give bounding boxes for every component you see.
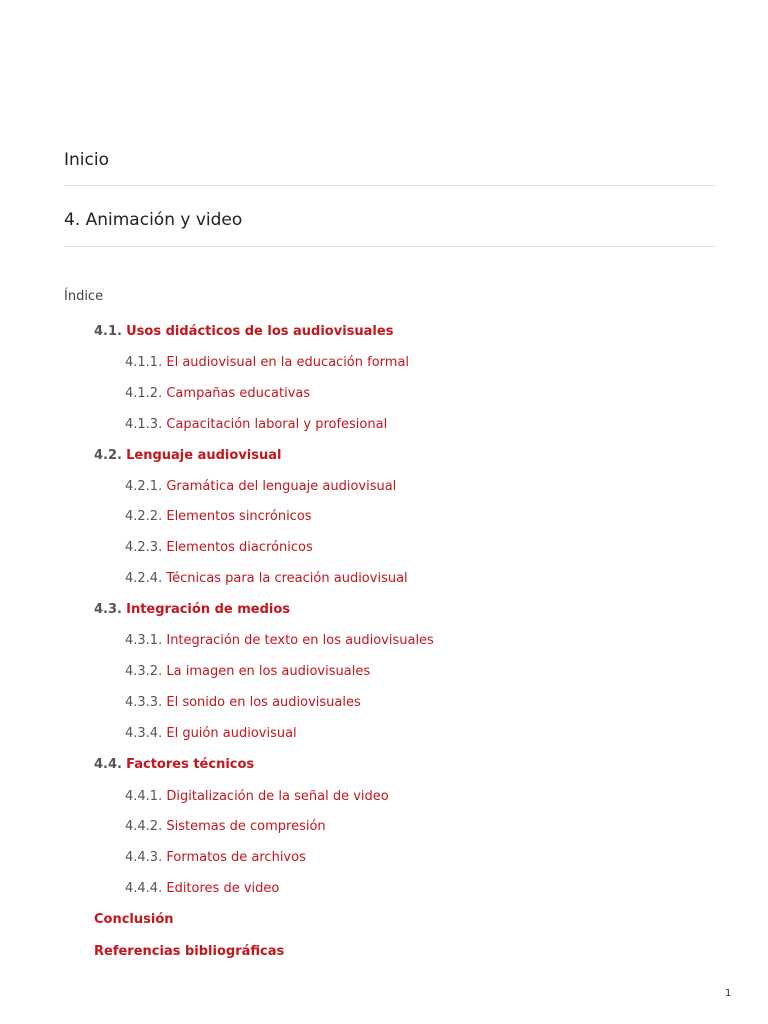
toc-item-4-1-2: [125, 386, 310, 402]
toc-number: 4.1.3.: [125, 417, 163, 432]
toc-item-4-2-3: [125, 540, 313, 556]
toc-link[interactable]: El guión audiovisual: [166, 726, 297, 741]
toc-number: 4.4.1.: [125, 789, 163, 804]
toc-link[interactable]: Integración de medios: [126, 602, 291, 617]
toc-link[interactable]: Digitalización de la señal de video: [166, 789, 389, 804]
toc-number: 4.3.: [94, 602, 122, 617]
divider: [64, 246, 716, 247]
toc-link[interactable]: Capacitación laboral y profesional: [166, 417, 388, 432]
toc-link[interactable]: Conclusión: [94, 912, 174, 927]
toc-link[interactable]: Lenguaje audiovisual: [126, 448, 282, 463]
toc-link[interactable]: Editores de video: [166, 881, 280, 896]
toc-number: 4.3.3.: [125, 695, 163, 710]
toc-link[interactable]: Elementos sincrónicos: [166, 509, 312, 524]
toc-link[interactable]: Gramática del lenguaje audiovisual: [166, 479, 397, 494]
toc-item-4-4-4: [125, 881, 279, 897]
toc-number: 4.2.2.: [125, 509, 163, 524]
toc-item-4-3: [94, 602, 290, 618]
page-number: 1: [725, 988, 732, 999]
toc-number: 4.3.2.: [125, 664, 163, 679]
toc-link[interactable]: Usos didácticos de los audiovisuales: [126, 324, 394, 339]
toc-item-conclusion: [94, 912, 174, 928]
toc-link[interactable]: Elementos diacrónicos: [166, 540, 313, 555]
toc-link[interactable]: Integración de texto en los audiovisuales: [166, 633, 434, 648]
toc-number: 4.1.1.: [125, 355, 163, 370]
toc-number: 4.4.2.: [125, 819, 163, 834]
toc-number: 4.4.: [94, 757, 122, 772]
toc-item-4-4: [94, 757, 254, 773]
home-heading: Inicio: [64, 150, 109, 170]
toc-item-4-1: [94, 324, 393, 340]
toc-number: 4.1.: [94, 324, 122, 339]
toc-number: 4.1.2.: [125, 386, 163, 401]
toc-number: 4.3.1.: [125, 633, 163, 648]
toc-number: 4.2.3.: [125, 540, 163, 555]
toc-link[interactable]: Factores técnicos: [126, 757, 255, 772]
chapter-heading: 4. Animación y video: [64, 210, 243, 230]
toc-item-4-2-2: [125, 509, 312, 525]
toc-number: 4.4.4.: [125, 881, 163, 896]
toc-item-4-2-4: [125, 571, 408, 587]
toc-item-4-3-1: [125, 633, 434, 649]
toc-link[interactable]: Campañas educativas: [166, 386, 311, 401]
toc-item-4-4-3: [125, 850, 306, 866]
toc-item-4-2: [94, 448, 281, 464]
toc-number: 4.4.3.: [125, 850, 163, 865]
toc-number: 4.2.4.: [125, 571, 163, 586]
toc-link[interactable]: Técnicas para la creación audiovisual: [166, 571, 408, 586]
toc-number: 4.2.: [94, 448, 122, 463]
toc-link[interactable]: Sistemas de compresión: [166, 819, 326, 834]
toc-link[interactable]: Referencias bibliográficas: [94, 944, 285, 959]
toc-item-references: [94, 944, 284, 960]
toc-item-4-4-2: [125, 819, 326, 835]
divider: [64, 185, 716, 186]
toc-item-4-4-1: [125, 789, 389, 805]
toc-item-4-2-1: [125, 479, 396, 495]
toc-number: 4.3.4.: [125, 726, 163, 741]
toc-title: Índice: [64, 289, 104, 304]
toc-link[interactable]: La imagen en los audiovisuales: [166, 664, 371, 679]
toc-link[interactable]: El audiovisual en la educación formal: [166, 355, 410, 370]
toc-item-4-3-4: [125, 726, 297, 742]
toc-link[interactable]: El sonido en los audiovisuales: [166, 695, 361, 710]
toc-item-4-3-2: [125, 664, 370, 680]
toc-item-4-1-1: [125, 355, 409, 371]
toc-link[interactable]: Formatos de archivos: [166, 850, 306, 865]
toc-number: 4.2.1.: [125, 479, 163, 494]
toc-item-4-1-3: [125, 417, 387, 433]
toc-item-4-3-3: [125, 695, 361, 711]
